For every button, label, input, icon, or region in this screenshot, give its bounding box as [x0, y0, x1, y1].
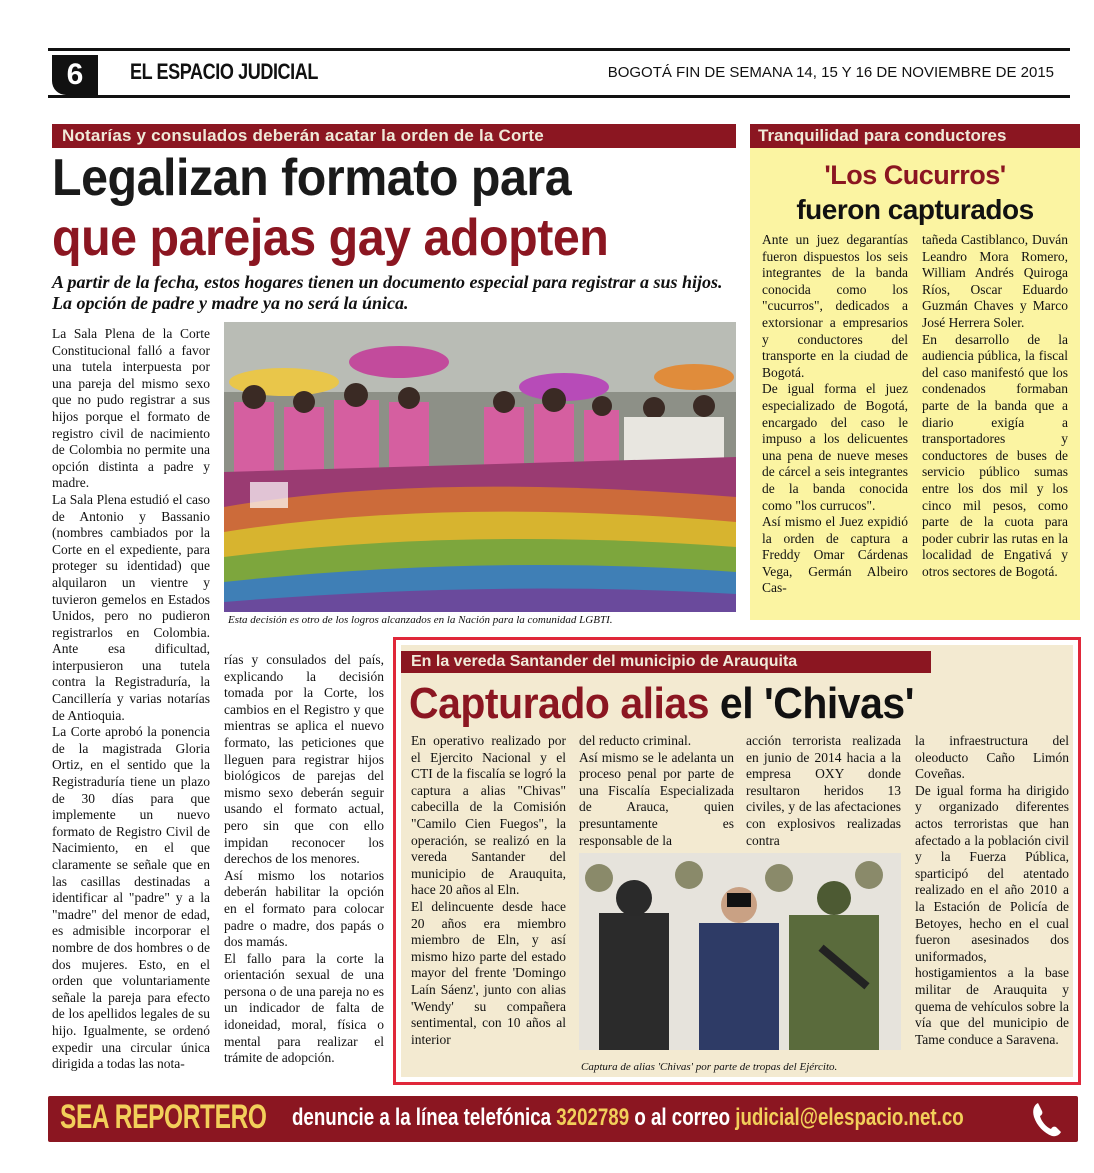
second-article — [401, 645, 1073, 1077]
main-column-1 — [52, 326, 210, 1073]
paragraph: De igual forma el juez especializado de Bogotá, encargado del caso le impuso a los delicuentes una pena de nueve meses de cárcel a seis integrantes de la banda conocida como "los currucos". — [762, 381, 908, 513]
capture-illustration — [579, 853, 901, 1050]
main-headline-line2: que parejas gay adopten — [52, 209, 609, 267]
second-kicker: En la vereda Santander del municipio de Arauquita — [401, 651, 931, 673]
second-column-3 — [746, 733, 901, 849]
second-headline-red: Capturado alias — [409, 679, 710, 728]
paragraph: Así mismo se le adelanta un proceso penal por parte de una Fiscalía Especializada de Arauca, quien presuntamente es responsable de la — [579, 749, 734, 848]
paragraph: La Sala Plena estudió el caso de Antonio y Bassanio (nombres cambiados por la Corte en el expediente, para proteger su identidad) que alquilaron un vientre y tuvieron gemelos en Estados Unidos, pero no pudieron registrarlos en Colombia. Ante esa dificultad, interpusieron una tutela contra la Registraduría, la Cancillería y varias notarías de Antioquia. — [52, 491, 210, 723]
page-number: 6 — [52, 55, 98, 95]
footer-email[interactable]: judicial@elespacio.net.co — [735, 1104, 964, 1131]
footer-text-mid: o al correo — [634, 1104, 731, 1131]
main-kicker: Notarías y consulados deberán acatar la orden de la Corte — [52, 124, 736, 148]
paper-name: EL ESPACIO JUDICIAL — [130, 59, 319, 84]
second-column-1 — [411, 733, 566, 1048]
paragraph: En operativo realizado por el Ejercito Nacional y el CTI de la fiscalía se logró la captura a alias "Chivas" cabecilla de la Comisión "Camilo Cien Fuegos", la operación, se realizó en la vereda Santander del municipio de Arauquita, hace 20 años al Eln. — [411, 733, 566, 898]
issue-date: BOGOTÁ FIN DE SEMANA 14, 15 Y 16 DE NOVIEMBRE DE 2015 — [607, 64, 1054, 81]
main-headline-line1: Legalizan formato para — [52, 149, 572, 207]
footer-title: SEA REPORTERO — [60, 1098, 267, 1136]
paragraph: El fallo para la corte la orientación sexual de una persona o de una pareja no es un indicador de falta de idoneidad, moral, física o mental para realizar el trámite de adopción. — [224, 950, 384, 1066]
paragraph: La Sala Plena de la Corte Constitucional falló a favor una tutela interpuesta por una pareja del mismo sexo que no pudo registrar a sus hijos porque el formato de registro civil de nacimiento de Colombia no permite una opción distinta a padre y madre. — [52, 326, 210, 491]
pride-march-photo — [224, 322, 736, 612]
paragraph: En desarrollo de la audiencia pública, la fiscal del caso manifestó que los condenados formaban parte de la banda que a diario exigía a transportadores y conductores de buses de servicio público sumas entre los dos mil y los cinco mil pesos, como parte de la cuota para poder cubrir las rutas en la localidad de Engativá y otros sectores de Bogotá. — [922, 331, 1068, 579]
sidebar-kicker: Tranquilidad para conductores — [750, 124, 1080, 148]
sidebar-article — [750, 124, 1080, 620]
second-column-4 — [915, 733, 1069, 1048]
sidebar-column-2 — [922, 232, 1068, 580]
paragraph: El delincuente desde hace 20 años era miembro miembro de Eln, y así mismo hizo parte del estado mayor del frente 'Domingo Laín Sáenz', junto con alias 'Wendy' su compañera sentimental, con 10 años al interior — [411, 898, 566, 1047]
second-column-2 — [579, 733, 734, 849]
footer-text-lead: denuncie a la línea telefónica — [292, 1104, 552, 1131]
paragraph: acción terrorista realizada en junio de 2014 hacia a la empresa OXY donde resultaron heridos 13 civiles, y de las afectaciones con explosivos realizadas contra — [746, 733, 901, 848]
footer-text — [292, 1104, 964, 1132]
page-header — [48, 48, 1070, 98]
pride-march-illustration — [224, 322, 736, 612]
main-column-2 — [224, 652, 384, 1067]
paragraph: la infraestructura del oleoducto Caño Limón Coveñas. — [915, 733, 1069, 782]
paragraph: Así mismo el Juez expidió la orden de captura a Freddy Omar Cárdenas Vega, Germán Albeiro Cas- — [762, 514, 908, 596]
paragraph: Ante un juez degarantías fueron dispuestos los seis integrantes de la banda conocida como los "cucurros", dedicados a extorsionar a empresarios y conductores del transporte en la ciudad de Bogotá. — [762, 232, 908, 380]
paragraph: Así mismo los notarios deberán habilitar la opción en el formato para colocar padre o madre, dos papás o dos mamás. — [224, 867, 384, 950]
main-photo-caption: Esta decisión es otro de los logros alcanzados en la Nación para la comunidad LGBTI. — [228, 614, 613, 626]
paragraph: tañeda Castiblanco, Duván Leandro Mora Romero, William Andrés Quiroga Ríos, Oscar Eduardo Guzmán Chaves y Marco José Herrera Soler. — [922, 232, 1068, 330]
main-lead: A partir de la fecha, estos hogares tienen un documento especial para registrar a sus hijos. La opción de padre y madre ya no será la única. — [52, 272, 723, 313]
footer-phone[interactable]: 3202789 — [556, 1104, 630, 1131]
second-headline — [409, 679, 914, 729]
paragraph: del reducto criminal. — [579, 733, 692, 748]
sidebar-headline-line1: 'Los Cucurros' — [824, 160, 1006, 190]
second-article-frame — [393, 637, 1081, 1085]
paragraph: rías y consulados del país, explicando la decisión tomada por la Corte, los cambios en el Registro y que mientras se aplica el nuevo formato, las peticiones que lleguen para registrar hijos biológicos de parejas del mismo sexo deberán seguir usando el formato actual, pero sin que con ello impidan reconocer los derechos de los menores. — [224, 652, 384, 867]
phone-icon — [1030, 1100, 1064, 1138]
second-headline-black: el 'Chivas' — [719, 679, 914, 728]
paragraph: La Corte aprobó la ponencia de la magistrada Gloria Ortiz, en el sentido que la Registraduría tiene un plazo de 30 días para que implemente un nuevo formato de Registro Civil de Nacimiento, en el que claramente se señale que en las casillas destinadas a identificar al "padre" y a la "madre" del menor de edad, es admisible incorporar el nombre de dos hombres o de dos mujeres. Esto, en el orden que voluntariamente señale la pareja para efecto de los apellidos legales de su hijo. Igualmente, se ordenó expedir una circular única dirigida a todas las nota- — [52, 724, 210, 1072]
capture-photo — [579, 853, 901, 1050]
sidebar-column-1 — [762, 232, 908, 597]
second-photo-caption: Captura de alias 'Chivas' por parte de tropas del Ejército. — [581, 1061, 838, 1073]
footer-banner — [48, 1096, 1078, 1142]
paragraph: De igual forma ha dirigido y organizado diferentes actos terroristas que han afectado a la población civil y la Fuerza Pública, sparticipó del atentado realizado en el año 2010 a la Estación de Policía de Betoyes, hecho en el cual fueron asesinados dos uniformados, hostigamientos a la base militar de Arauquita y quema de vehículos sobre la vía que del municipio de Tame conduce a Saravena. — [915, 782, 1069, 1047]
sidebar-headline-line2: fueron capturados — [796, 194, 1034, 225]
